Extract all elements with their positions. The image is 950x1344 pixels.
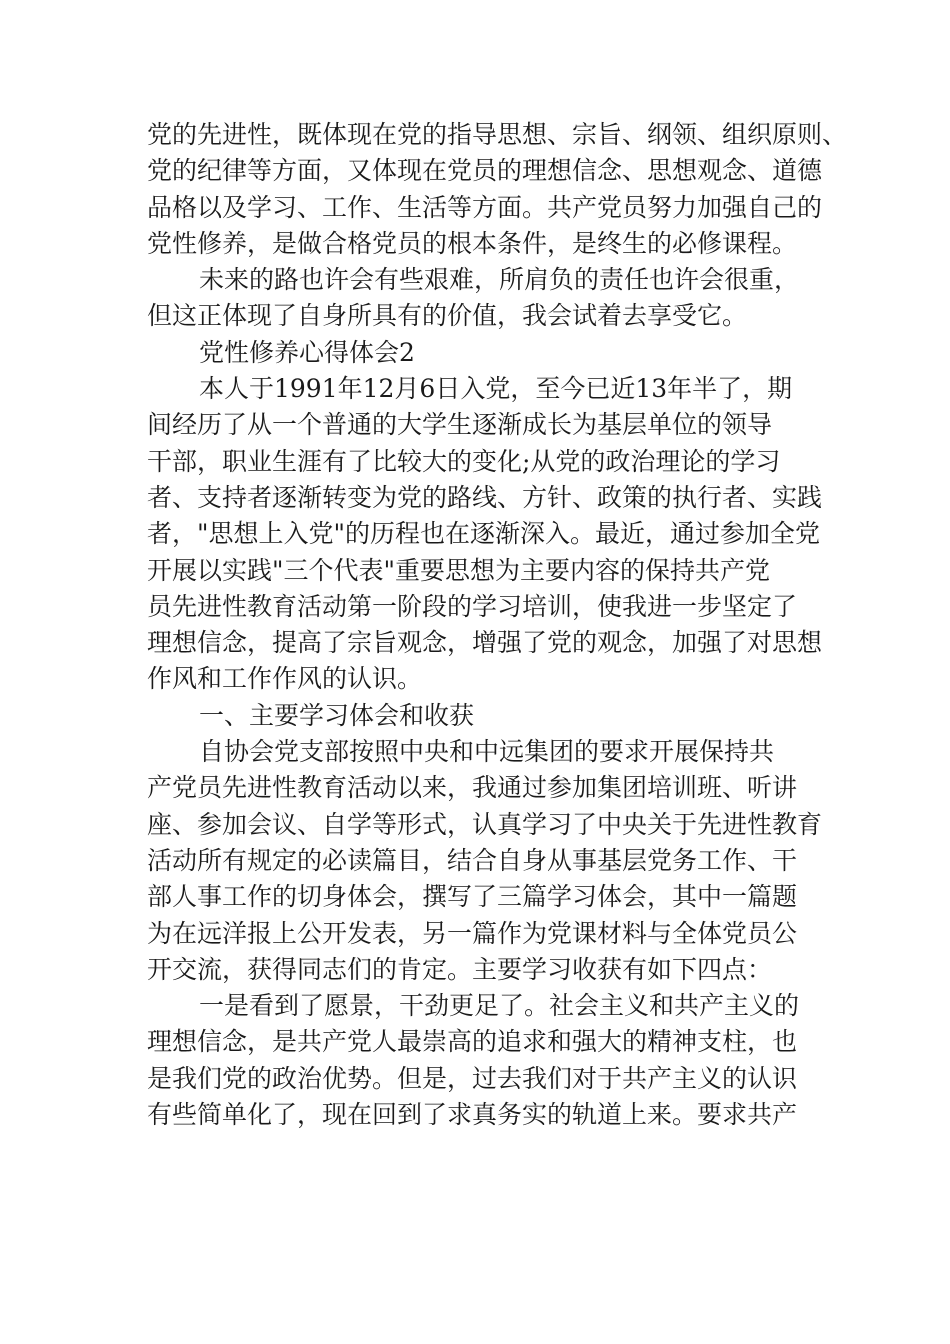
text-line: 本人于1991年12月6日入党，至今已近13年半了，期: [199, 374, 793, 404]
text-line: 部人事工作的切身体会，撰写了三篇学习体会，其中一篇题: [147, 882, 798, 912]
text-line: 是我们党的政治优势。但是，过去我们对于共产主义的认识: [147, 1063, 798, 1093]
text-line: 产党员先进性教育活动以来，我通过参加集团培训班、听讲: [147, 773, 798, 803]
text-line: 党的先进性，既体现在党的指导思想、宗旨、纲领、组织原则、: [147, 120, 848, 149]
heading-text: 党性修养心得体会2: [199, 337, 415, 367]
section-heading: [147, 335, 807, 371]
paragraph: [147, 371, 823, 698]
text-line: 未来的路也许会有些艰难，所肩负的责任也许会很重，: [199, 265, 800, 295]
text-line: 开交流，获得同志们的肯定。主要学习收获有如下四点：: [147, 954, 773, 984]
text-line: 者、支持者逐渐转变为党的路线、方针、政策的执行者、实践: [147, 482, 823, 512]
text-line: 有些简单化了，现在回到了求真务实的轨道上来。要求共产: [147, 1100, 798, 1130]
text-line: 党的纪律等方面，又体现在党员的理想信念、思想观念、道德: [147, 156, 823, 186]
text-line: 员先进性教育活动第一阶段的学习培训，使我进一步坚定了: [147, 591, 798, 621]
paragraph: [147, 734, 823, 988]
text-line: 作风和工作作风的认识。: [147, 664, 423, 694]
text-line: 理想信念，是共产党人最崇高的追求和强大的精神支柱，也: [147, 1027, 798, 1057]
heading-text: 一、主要学习体会和收获: [199, 700, 475, 730]
text-line: 自协会党支部按照中央和中远集团的要求开展保持共: [199, 737, 775, 767]
text-line: 间经历了从一个普通的大学生逐渐成长为基层单位的领导: [147, 410, 773, 440]
text-line: 开展以实践"三个代表"重要思想为主要内容的保持共产党: [147, 555, 771, 585]
document-page: [147, 117, 848, 1133]
paragraph: [147, 988, 807, 1133]
text-line: 活动所有规定的必读篇目，结合自身从事基层党务工作、干: [147, 845, 798, 875]
paragraph: [147, 117, 848, 262]
text-line: 理想信念，提高了宗旨观念，增强了党的观念，加强了对思想: [147, 628, 823, 658]
text-line: 党性修养，是做合格党员的根本条件，是终生的必修课程。: [147, 228, 798, 258]
text-line: 一是看到了愿景，干劲更足了。社会主义和共产主义的: [199, 991, 800, 1021]
section-heading: [147, 698, 807, 734]
paragraph: [147, 262, 807, 335]
text-line: 但这正体现了自身所具有的价值，我会试着去享受它。: [147, 301, 748, 331]
text-line: 为在远洋报上公开发表，另一篇作为党课材料与全体党员公: [147, 918, 798, 948]
text-line: 干部，职业生涯有了比较大的变化;从党的政治理论的学习: [147, 446, 781, 476]
text-line: 座、参加会议、自学等形式，认真学习了中央关于先进性教育: [147, 809, 823, 839]
text-line: 者，"思想上入党"的历程也在逐渐深入。最近，通过参加全党: [147, 519, 821, 549]
text-line: 品格以及学习、工作、生活等方面。共产党员努力加强自己的: [147, 192, 823, 222]
